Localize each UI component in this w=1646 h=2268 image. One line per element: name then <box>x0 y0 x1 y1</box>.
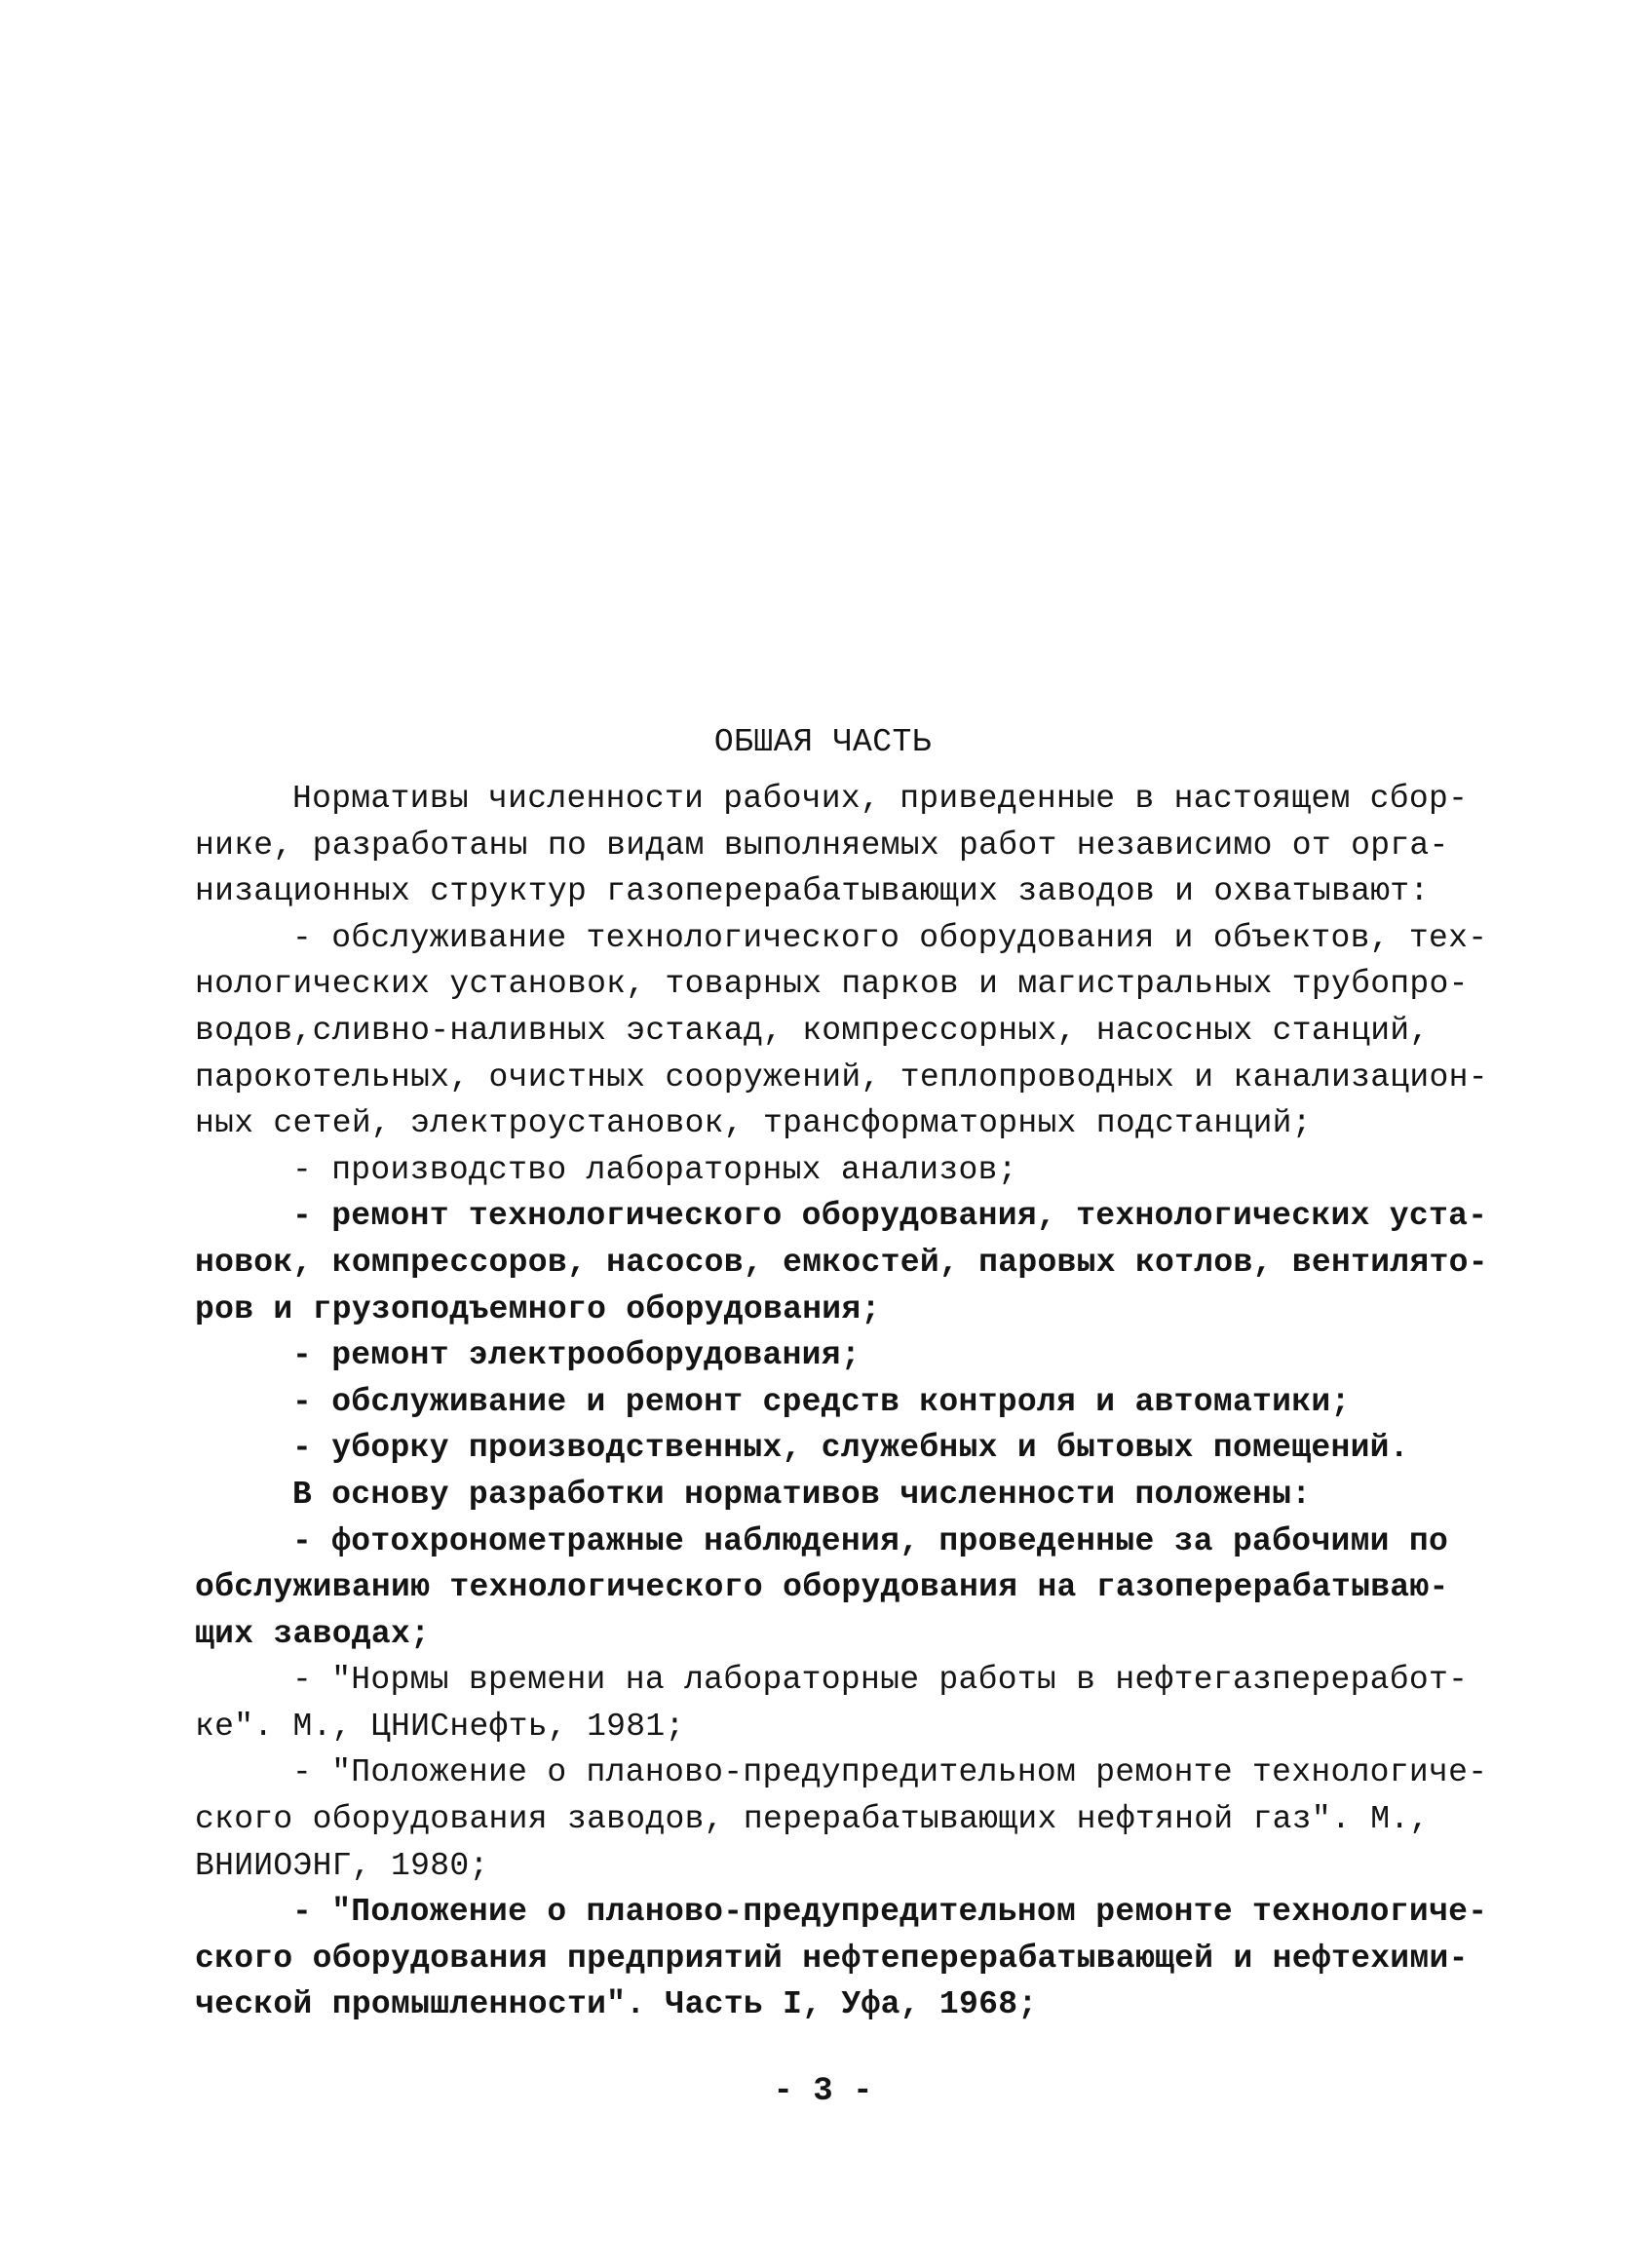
text-line: Нормативы численности рабочих, приведенные в настоящем сбор- <box>292 781 1469 817</box>
text-line: - фотохронометражные наблюдения, проведенные за рабочими по <box>292 1522 1449 1559</box>
text-line: ров и грузоподъемного оборудования; <box>195 1290 881 1327</box>
text-line: В основу разработки нормативов численности положены: <box>292 1476 1312 1513</box>
text-line: новок, компрессоров, насосов, емкостей, паровых котлов, вентилято- <box>195 1244 1488 1281</box>
text-line: - "Положение о планово-предупредительном ремонте технологиче- <box>292 1754 1488 1791</box>
text-line: ке". М., ЦНИСнефть, 1981; <box>195 1708 685 1745</box>
text-line: - ремонт технологического оборудования, технологических уста- <box>292 1198 1488 1235</box>
text-line: парокотельных, очистных сооружений, теплопроводных и канализацион- <box>195 1058 1488 1096</box>
text-line: нике, разработаны по видам выполняемых работ независимо от орга- <box>195 826 1449 864</box>
text-line: щих заводах; <box>195 1615 431 1652</box>
body-text <box>195 776 1488 2028</box>
text-line: ского оборудования предприятий нефтеперерабатывающей и нефтехими- <box>195 1940 1469 1977</box>
page-number: - 3 - <box>773 2073 873 2110</box>
text-line: - обслуживание технологического оборудования и объектов, тех- <box>292 919 1488 956</box>
text-line: ВНИИОЭНГ, 1980; <box>195 1847 489 1884</box>
text-line: обслуживанию технологического оборудования на газоперерабатываю- <box>195 1569 1449 1606</box>
section-title: ОБШАЯ ЧАСТЬ <box>713 724 933 760</box>
text-line: - обслуживание и ремонт средств контроля и автоматики; <box>292 1383 1351 1420</box>
text-line: ского оборудования заводов, перерабатывающих нефтяной газ". М., <box>195 1801 1430 1838</box>
text-line: - производство лабораторных анализов; <box>292 1151 1017 1188</box>
text-line: - "Нормы времени на лабораторные работы в нефтегазпереработ- <box>292 1662 1469 1699</box>
text-line: водов,сливно-наливных эстакад, компрессорных, насосных станций, <box>195 1012 1430 1049</box>
text-line: низационных структур газоперерабатывающих заводов и охватывают: <box>195 873 1430 910</box>
text-line: - ремонт электрооборудования; <box>292 1337 861 1374</box>
text-line: ных сетей, электроустановок, трансформаторных подстанций; <box>195 1105 1312 1142</box>
text-line: нологических установок, товарных парков и магистральных трубопро- <box>195 966 1469 1003</box>
text-line: - "Положение о планово-предупредительном ремонте технологиче- <box>292 1894 1488 1931</box>
text-line: - уборку производственных, служебных и бытовых помещений. <box>292 1430 1409 1467</box>
text-line: ческой промышленности". Часть I, Уфа, 1968; <box>195 1986 1038 2023</box>
